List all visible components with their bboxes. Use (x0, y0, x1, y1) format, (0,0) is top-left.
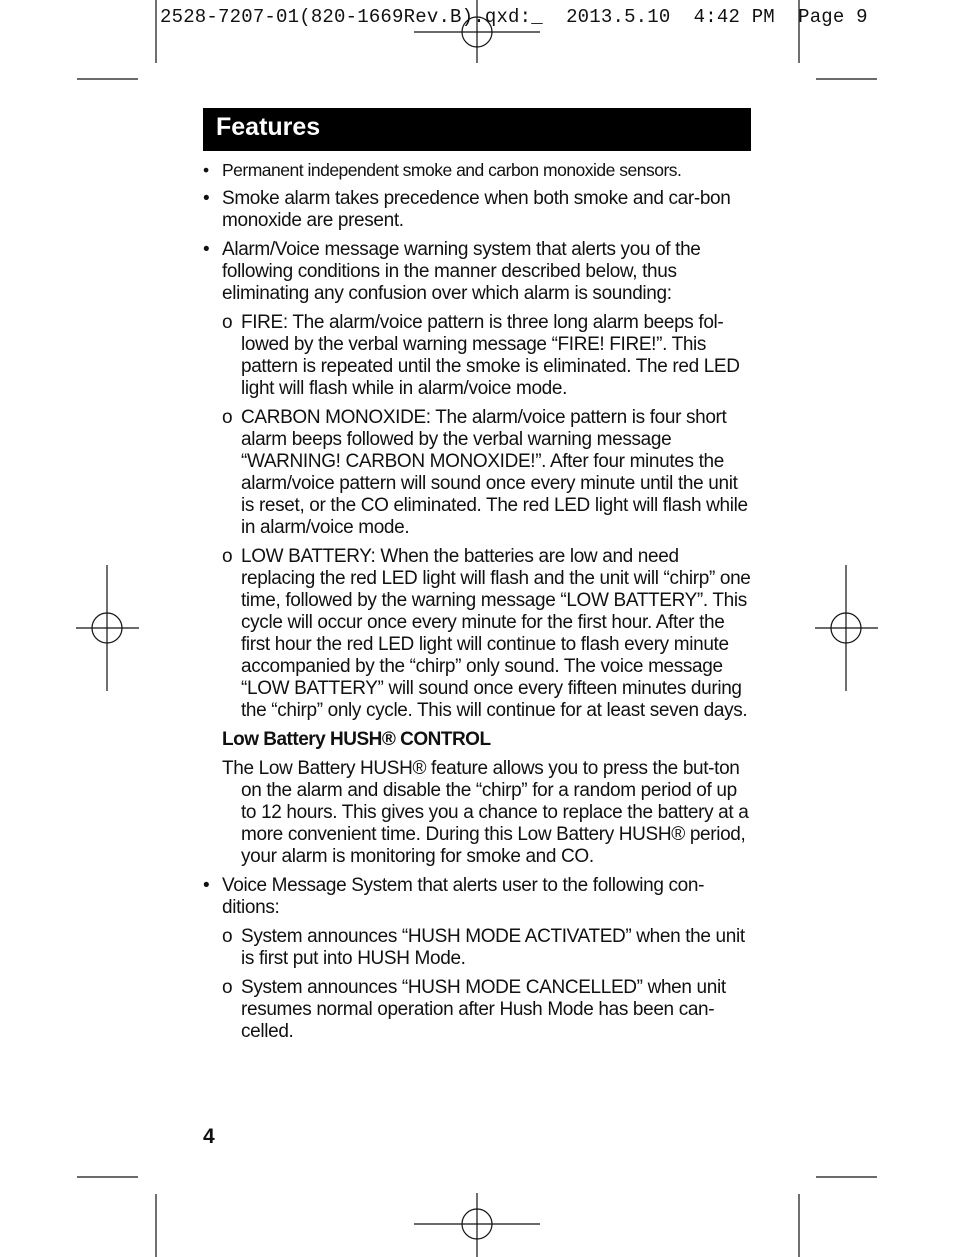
registration-mark-bottom (414, 1193, 540, 1257)
feature-item-sensors (203, 159, 753, 181)
condition-text: System announces “HUSH MODE ACTIVATED” when the unit is first put into HUSH Mode. (241, 926, 745, 969)
sub-item-marker: o (222, 407, 233, 428)
feature-text: Voice Message System that alerts user to the following con-ditions: (222, 875, 705, 918)
feature-item-precedence (203, 188, 753, 232)
feature-text: Smoke alarm takes precedence when both smoke and car-bon monoxide are present. (222, 188, 731, 231)
registration-mark-top (414, 0, 540, 63)
feature-text: Permanent independent smoke and carbon monoxide sensors. (222, 160, 682, 180)
feature-item-voice-message (203, 875, 753, 919)
condition-item-hush-activated (203, 926, 753, 970)
sub-item-marker: o (222, 926, 233, 947)
condition-text: FIRE: The alarm/voice pattern is three long alarm beeps fol-lowed by the verbal warning message “FIRE! FIRE!”. This pattern is repeated until the smoke is eliminated. The red LED light will flash while in alarm/voice mode. (241, 312, 740, 399)
condition-item-fire (203, 312, 753, 400)
hush-control-description: The Low Battery HUSH® feature allows you to press the but-ton on the alarm and disable the “chirp” for a random period of up to 12 hours. This gives you a chance to replace the battery at a more convenient time. During this Low Battery HUSH® period, your alarm is monitoring for smoke and CO. (222, 758, 749, 867)
features-list (203, 159, 753, 1050)
condition-text: LOW BATTERY: When the batteries are low and need replacing the red LED light will flash and the unit will “chirp” one time, followed by the warning message “LOW BATTERY”. This cycle will occur once every minute for the first hour. After the first hour the red LED light will continue to flash every minute accompanied by the “chirp” only sound. The voice message “LOW BATTERY” will sound once every fifteen minutes during the “chirp” only cycle. This will continue for at least seven days. (241, 546, 751, 721)
registration-mark-right (815, 565, 878, 691)
feature-text: Alarm/Voice message warning system that alerts you of the following conditions in the manner described below, thus eliminating any confusion over which alarm is sounding: (222, 239, 701, 304)
sub-item-marker: o (222, 312, 233, 333)
bullet-marker: • (203, 160, 209, 180)
bullet-marker: • (203, 875, 210, 896)
section-title: Features (216, 113, 321, 141)
feature-item-alarm-voice (203, 239, 753, 305)
condition-item-carbon-monoxide (203, 407, 753, 539)
hush-control-heading: Low Battery HUSH® CONTROL (222, 729, 491, 750)
sub-item-marker: o (222, 977, 233, 998)
condition-item-hush-cancelled (203, 977, 753, 1043)
bullet-marker: • (203, 239, 210, 260)
print-slug-line: 2528-7207-01(820-1669Rev.B).qxd:_ 2013.5.10 4:42 PM Page 9 (160, 6, 868, 28)
condition-item-low-battery (203, 546, 753, 722)
section-header-bar (203, 108, 751, 151)
condition-text: System announces “HUSH MODE CANCELLED” when unit resumes normal operation after Hush Mode has been can-celled. (241, 977, 726, 1042)
bullet-marker: • (203, 188, 210, 209)
condition-text: CARBON MONOXIDE: The alarm/voice pattern is four short alarm beeps followed by the verbal warning message “WARNING! CARBON MONOXIDE!”. After four minutes the alarm/voice pattern will sound once every minute until the unit is reset, or the CO eliminated. The red LED light will flash while in alarm/voice mode. (241, 407, 748, 538)
sub-item-marker: o (222, 546, 233, 567)
registration-mark-left (76, 565, 139, 691)
page-number: 4 (203, 1125, 215, 1148)
